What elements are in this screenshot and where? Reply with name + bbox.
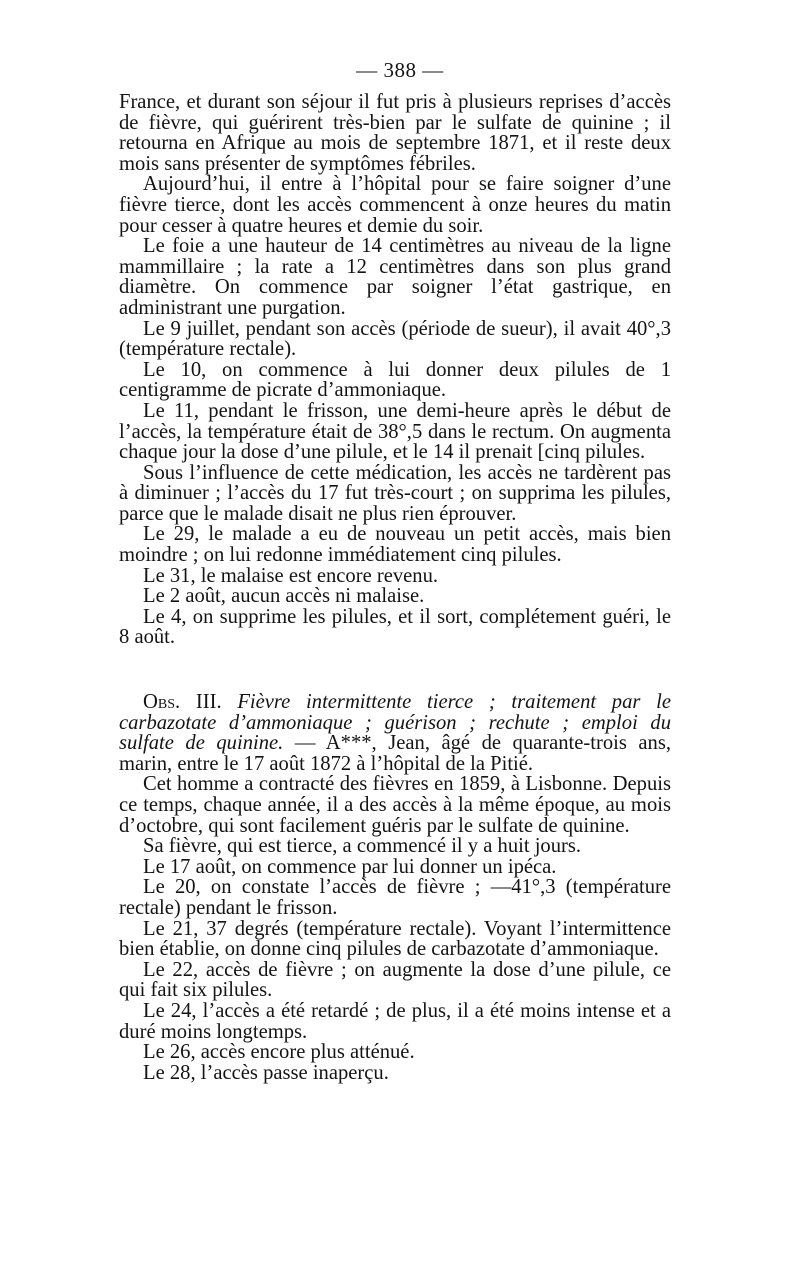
section-gap xyxy=(119,648,671,692)
paragraph: Le 11, pendant le frisson, une demi-heure après le début de l’accès, la température était de 38°,5 dans le rectum. On augmenta chaque jour la dose d’une pilule, et le 14 il prenait [cinq pilules. xyxy=(119,399,671,464)
paragraph: Cet homme a contracté des fièvres en 1859, à Lisbonne. Depuis ce temps, chaque année, il a des accès à la même époque, au mois d’octobre, qui sont facilement guéris par le sulfate de quinine. xyxy=(119,773,671,837)
observation-intro: — A***, Jean, âgé de quarante-trois ans, marin, entre le 17 août 1872 à l’hôpital de la Pitié. xyxy=(119,732,672,775)
paragraph: Le 28, l’accès passe inaperçu. xyxy=(143,1061,389,1084)
paragraph: Le 22, accès de fièvre ; on augmente la dose d’une pilule, ce qui fait six pilules. xyxy=(119,958,671,1002)
paragraph: Le 26, accès encore plus atténué. xyxy=(143,1041,415,1064)
paragraph: Le foie a une hauteur de 14 centimètres au niveau de la ligne mammillaire ; la rate a 12 centimètres dans son plus grand diamètre. On commence par soigner l’état gastrique, en administrant une purgation. xyxy=(119,235,671,319)
paragraph: Le 2 août, aucun accès ni malaise. xyxy=(143,585,425,608)
body-text xyxy=(119,92,671,1083)
paragraph: Le 17 août, on commence par lui donner un ipéca. xyxy=(143,855,557,878)
paragraph: Le 31, le malaise est encore revenu. xyxy=(143,564,439,587)
paragraph: Le 9 juillet, pendant son accès (période de sueur), il avait 40°,3 (température rectale). xyxy=(119,317,671,361)
paragraph: Le 4, on supprime les pilules, et il sort, complétement guéri, le 8 août. xyxy=(119,605,671,649)
paragraph: Le 29, le malade a eu de nouveau un petit accès, mais bien moindre ; on lui redonne immédiatement cinq pilules. xyxy=(119,523,671,567)
paragraph: Le 20, on constate l’accès de fièvre ; —41°,3 (température rectale) pendant le frisson. xyxy=(119,876,671,919)
observation-title: Fièvre intermittente tierce ; traitement par le carbazotate d’ammoniaque ; guérison ; rechute ; emploi du sulfate de quinine. xyxy=(119,691,672,755)
observation-heading xyxy=(119,692,671,774)
paragraph: Sous l’influence de cette médication, les accès ne tardèrent pas à diminuer ; l’accès du 17 fut très-court ; on supprima les pilules, parce que le malade disait ne plus rien éprouver. xyxy=(119,461,671,525)
paragraph: Aujourd’hui, il entre à l’hôpital pour se faire soigner d’une fièvre tierce, dont les accès commencent à onze heures du matin pour cesser à quatre heures et demie du soir. xyxy=(119,173,671,237)
page-number: — 388 — xyxy=(356,58,444,82)
observation-label: Obs. III. xyxy=(143,691,222,714)
paragraph: France, et durant son séjour il fut pris à plusieurs reprises d’accès de fièvre, qui guérirent très-bien par le sulfate de quinine ; il retourna en Afrique au mois de septembre 1871, et il reste deux mois sans présenter de symptômes fébriles. xyxy=(119,91,671,175)
paragraph: Le 10, on commence à lui donner deux pilules de 1 centigramme de picrate d’ammoniaque. xyxy=(119,358,671,402)
paragraph: Le 24, l’accès a été retardé ; de plus, il a été moins intense et a duré moins longtemps. xyxy=(119,999,671,1043)
paragraph: Sa fièvre, qui est tierce, a commencé il y a huit jours. xyxy=(143,835,582,858)
paragraph: Le 21, 37 degrés (température rectale). Voyant l’intermittence bien établie, on donne cinq pilules de carbazotate d’ammoniaque. xyxy=(119,917,671,961)
